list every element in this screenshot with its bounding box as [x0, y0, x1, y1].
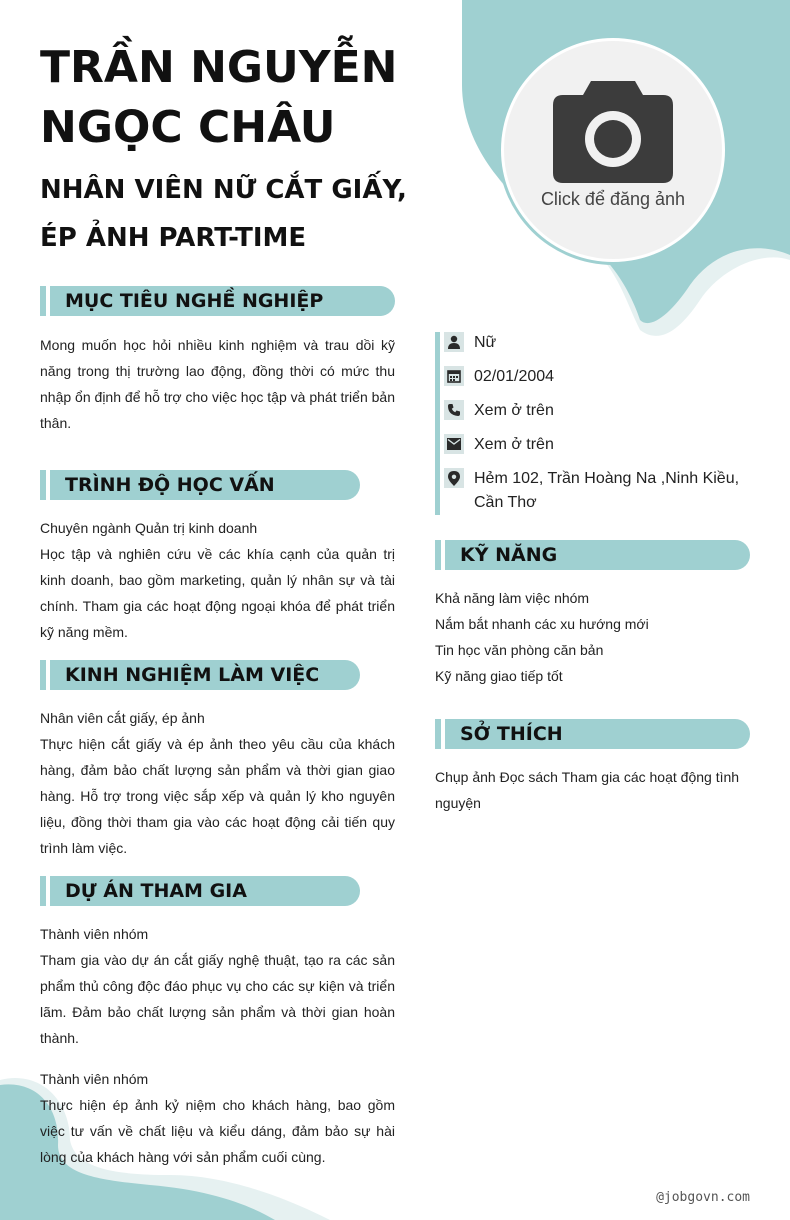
location-pin-icon: [444, 468, 464, 488]
section-title: KINH NGHIỆM LÀM VIỆC: [50, 660, 360, 690]
project-role: Thành viên nhóm: [40, 926, 149, 942]
email-value: Xem ở trên: [474, 436, 554, 453]
phone-icon: [444, 400, 464, 420]
section-title: DỰ ÁN THAM GIA: [50, 876, 360, 906]
section-header-skills: [435, 540, 750, 570]
candidate-name: TRẦN NGUYỄN NGỌC CHÂU: [40, 42, 398, 153]
project-text: Thực hiện ép ảnh kỷ niệm cho khách hàng, bao gồm việc tư vấn về chất liệu và kiểu dáng, đảm bảo sự hài lòng của khách hàng với sản phẩm cuối cùng.: [40, 1097, 395, 1165]
mail-icon: [444, 434, 464, 454]
address-value: Hẻm 102, Trần Hoàng Na ,Ninh Kiều, Cần Thơ: [474, 470, 740, 511]
project-text: Tham gia vào dự án cắt giấy nghệ thuật, tạo ra các sản phẩm thủ công độc đáo phục vụ cho các sự kiện và triển lãm. Đảm bảo chất lượng sản phẩm và thời gian hoàn thành.: [40, 952, 395, 1046]
education-major: Chuyên ngành Quản trị kinh doanh: [40, 520, 258, 536]
experience-position: Nhân viên cắt giấy, ép ảnh: [40, 710, 205, 726]
camera-icon: [553, 79, 673, 183]
section-header-education: [40, 470, 360, 500]
education-text: Học tập và nghiên cứu về các khía cạnh của quản trị kinh doanh, bao gồm marketing, quản lý nhân sự và tài chính. Tham gia các hoạt động ngoại khóa để phát triển kỹ năng mềm.: [40, 546, 395, 640]
job-title: NHÂN VIÊN NỮ CẮT GIẤY, ÉP ẢNH PART-TIME: [40, 175, 407, 253]
skill-item: Tin học văn phòng căn bản: [435, 642, 604, 658]
section-header-objective: [40, 286, 395, 316]
section-title: TRÌNH ĐỘ HỌC VẤN: [50, 470, 360, 500]
gender-value: Nữ: [474, 334, 497, 351]
section-title: KỸ NĂNG: [445, 540, 750, 570]
footer-watermark: @jobgovn.com: [656, 1190, 750, 1205]
contact-accent-bar: [435, 332, 440, 515]
phone-value: Xem ở trên: [474, 402, 554, 419]
calendar-icon: [444, 366, 464, 386]
section-header-experience: [40, 660, 360, 690]
person-icon: [444, 332, 464, 352]
section-header-hobbies: [435, 719, 750, 749]
section-title: SỞ THÍCH: [445, 719, 750, 749]
project-role: Thành viên nhóm: [40, 1071, 149, 1087]
experience-text: Thực hiện cắt giấy và ép ảnh theo yêu cầu của khách hàng, đảm bảo chất lượng sản phẩm và thời gian giao hàng. Hỗ trợ trong việc sắp xếp và quản lý kho nguyên liệu, đồng thời tham gia vào các hoạt động cải tiến quy trình làm việc.: [40, 736, 395, 856]
photo-upload[interactable]: [501, 38, 725, 262]
skill-item: Nắm bắt nhanh các xu hướng mới: [435, 616, 649, 632]
birthday-value: 02/01/2004: [474, 368, 555, 385]
hobbies-text: Chụp ảnh Đọc sách Tham gia các hoạt động tình nguyện: [435, 769, 740, 811]
photo-upload-label: Click để đăng ảnh: [540, 189, 686, 209]
objective-text: Mong muốn học hỏi nhiều kinh nghiệm và trau dồi kỹ năng trong thị trường lao động, đồng thời có mức thu nhập ổn định để hỗ trợ cho việc học tập và phát triển bản thân.: [40, 337, 395, 431]
skill-item: Kỹ năng giao tiếp tốt: [435, 668, 563, 684]
section-title: MỤC TIÊU NGHỀ NGHIỆP: [50, 286, 395, 316]
skill-item: Khả năng làm việc nhóm: [435, 590, 590, 606]
section-header-projects: [40, 876, 360, 906]
